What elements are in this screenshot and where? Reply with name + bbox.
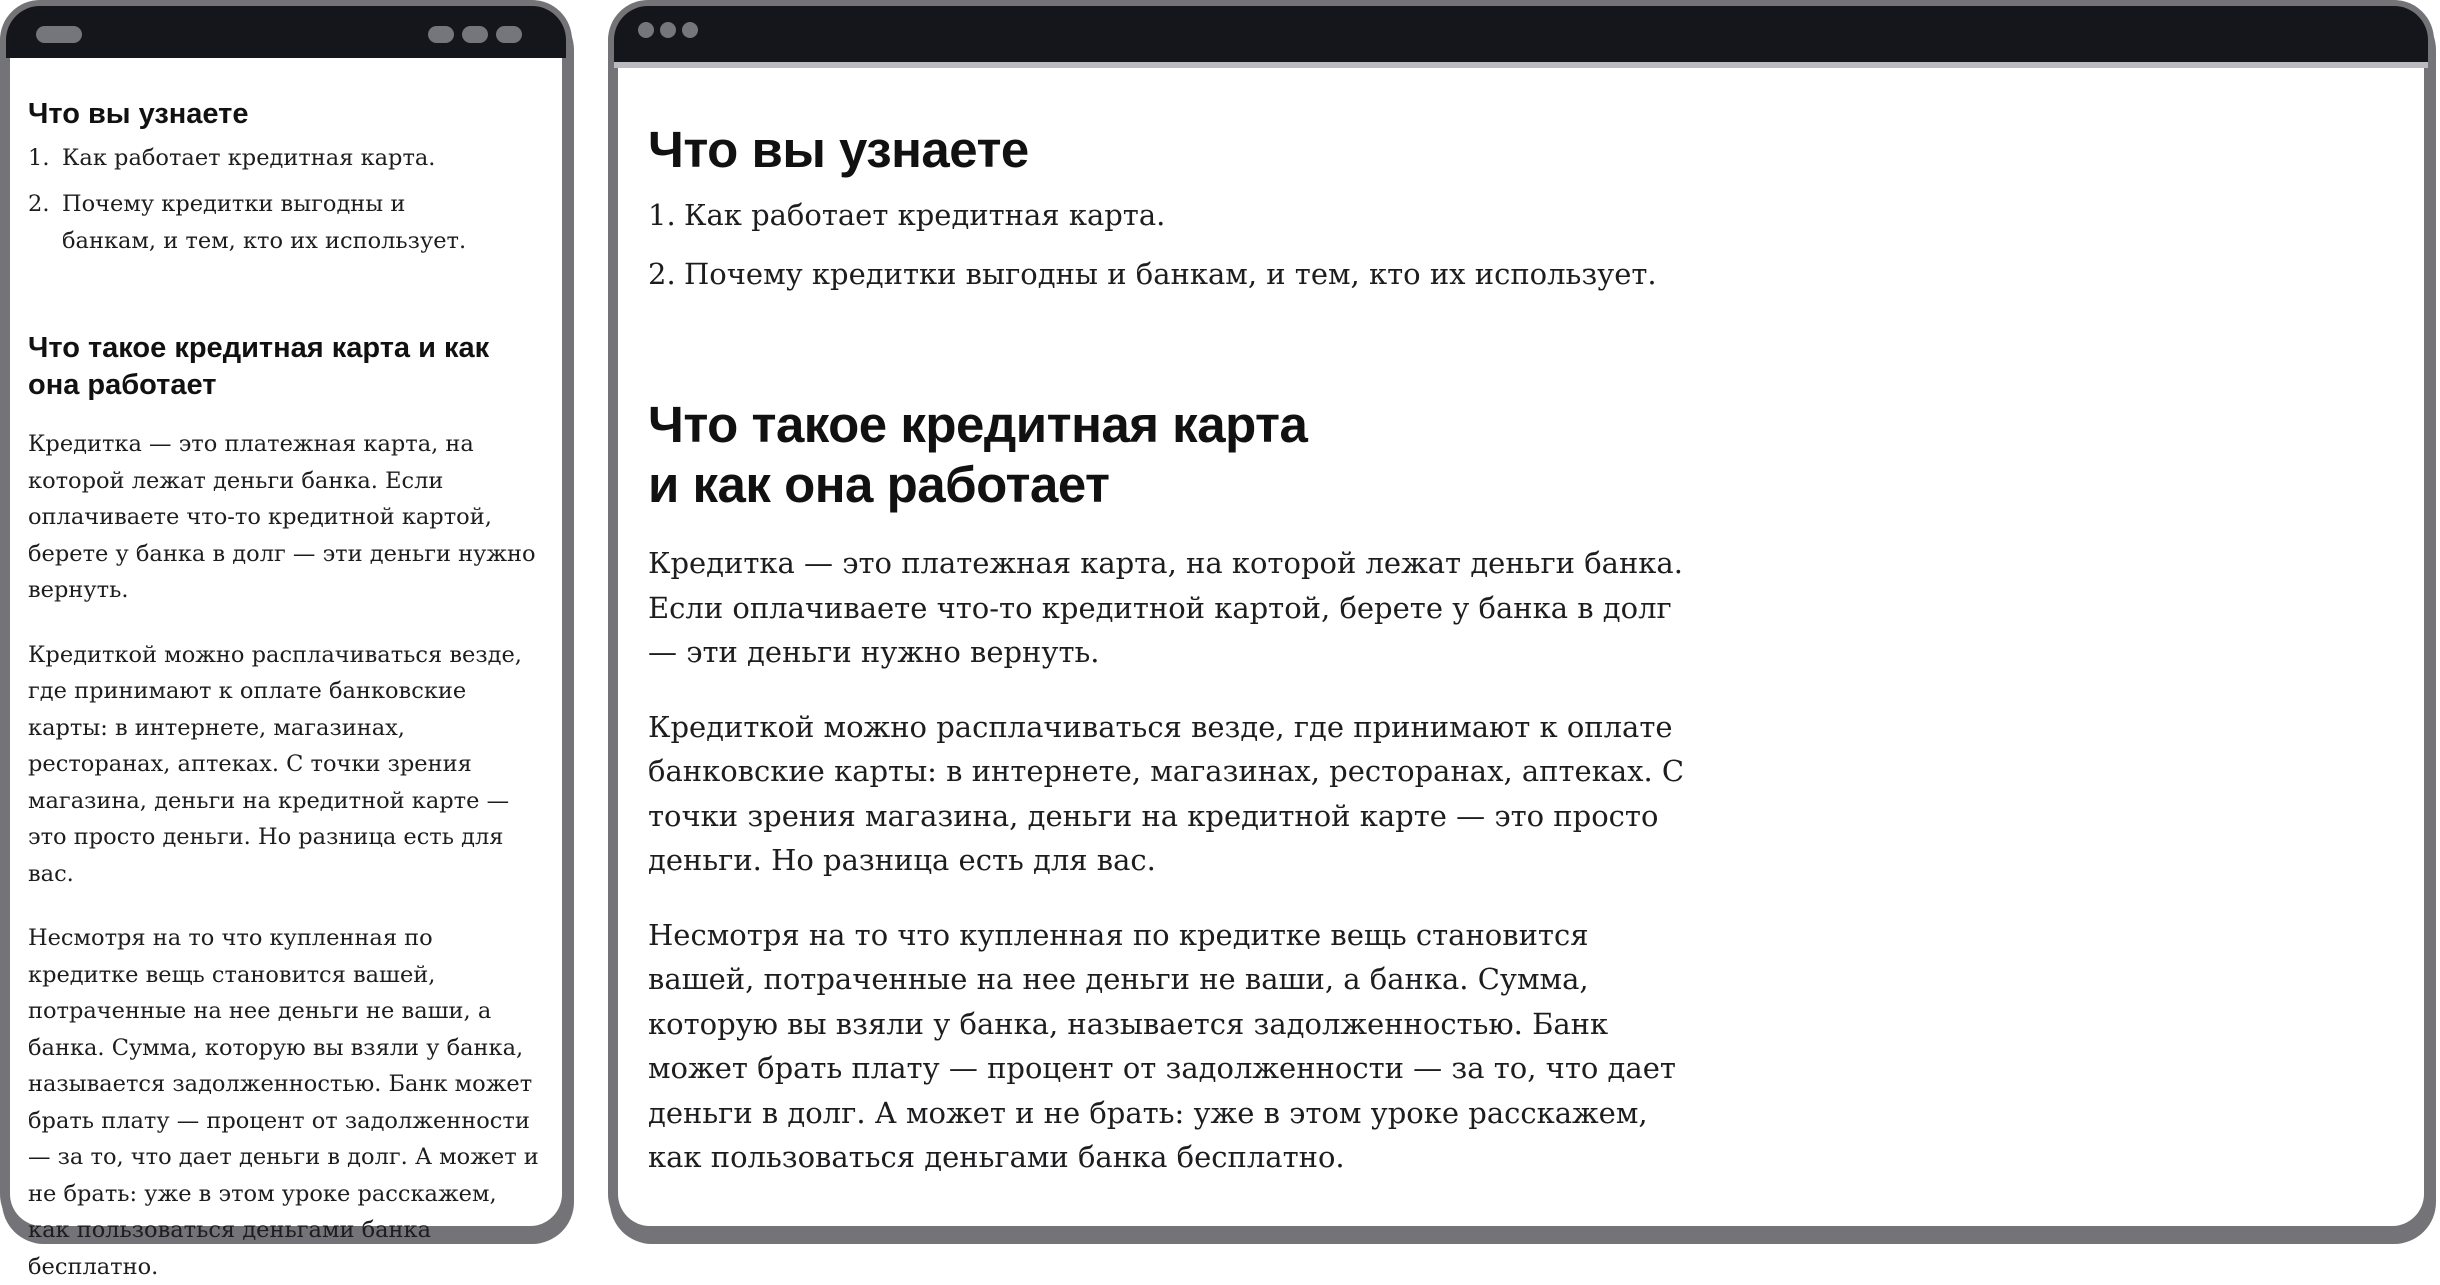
paragraph: Кредитка — это платежная карта, на которой лежат деньги банка. Если оплачиваете что-то кредитной картой, берете у банка в долг — эти деньги нужно вернуть. (648, 546, 1683, 669)
paragraph: Кредитка — это платежная карта, на которой лежат деньги банка. Если оплачиваете что-то кредитной картой, берете у банка в долг — эти деньги нужно вернуть. (28, 431, 536, 603)
paragraph: Несмотря на то что купленная по кредитке вещь становится вашей, потраченные на нее деньги не ваши, а банка. Сумма, которую вы взяли у банка, называется задолженностью. Банк может брать плату — процент от задолженности — за то, что дает деньги в долг. А может и не брать: уже в этом уроке расскажем, как пользоваться деньгами банка бесплатно. (28, 925, 539, 1280)
mobile-status-pill-icon (496, 26, 522, 43)
paragraph: Кредиткой можно расплачиваться везде, где принимают к оплате банковские карты: в интернете, магазинах, ресторанах, аптеках. С точки зрения магазина, деньги на кредитной карте — это просто деньги. Но разница есть для вас. (28, 641, 522, 887)
learn-list (648, 194, 2394, 295)
what-is-heading: Что такое кредитная карта и как она работает (28, 332, 490, 401)
desktop-titlebar (608, 0, 2434, 62)
desktop-article (618, 62, 2424, 1226)
learn-heading: Что вы узнаете (28, 98, 249, 130)
window-maximize-dot-icon[interactable] (682, 22, 698, 38)
list-item: 1. Как работает кредитная карта. (648, 198, 1166, 232)
mobile-titlebar (0, 0, 572, 58)
list-item: 2. Почему кредитки выгодны и банкам, и тем, кто их использует. (28, 191, 467, 254)
mobile-menu-pill-icon (36, 26, 82, 43)
mobile-device-frame (0, 0, 572, 1280)
window-minimize-dot-icon[interactable] (660, 22, 676, 38)
mobile-status-pill-icon (428, 26, 454, 43)
paragraph: Кредиткой можно расплачиваться везде, где принимают к оплате банковские карты: в интернете, магазинах, ресторанах, аптеках. С точки зрения магазина, деньги на кредитной карте — это просто деньги. Но разница есть для вас. (648, 709, 1685, 877)
window-close-dot-icon[interactable] (638, 22, 654, 38)
learn-heading: Что вы узнаете (648, 121, 1029, 178)
list-item: 2. Почему кредитки выгодны и банкам, и тем, кто их использует. (648, 257, 1657, 291)
what-is-heading: Что такое кредитная карта и как она работает (648, 396, 1308, 513)
mobile-article (10, 58, 562, 1280)
learn-list (28, 140, 544, 260)
mobile-status-pill-icon (462, 26, 488, 43)
desktop-browser-frame (608, 0, 2434, 1236)
paragraph: Несмотря на то что купленная по кредитке вещь становится вашей, потраченные на нее деньги не ваши, а банка. Сумма, которую вы взяли у банка, называется задолженностью. Банк может брать плату — процент от задолженности — за то, что дает деньги в долг. А может и не брать: уже в этом уроке расскажем, как пользоваться деньгами банка бесплатно. (648, 917, 1676, 1174)
list-item: 1. Как работает кредитная карта. (28, 145, 436, 171)
